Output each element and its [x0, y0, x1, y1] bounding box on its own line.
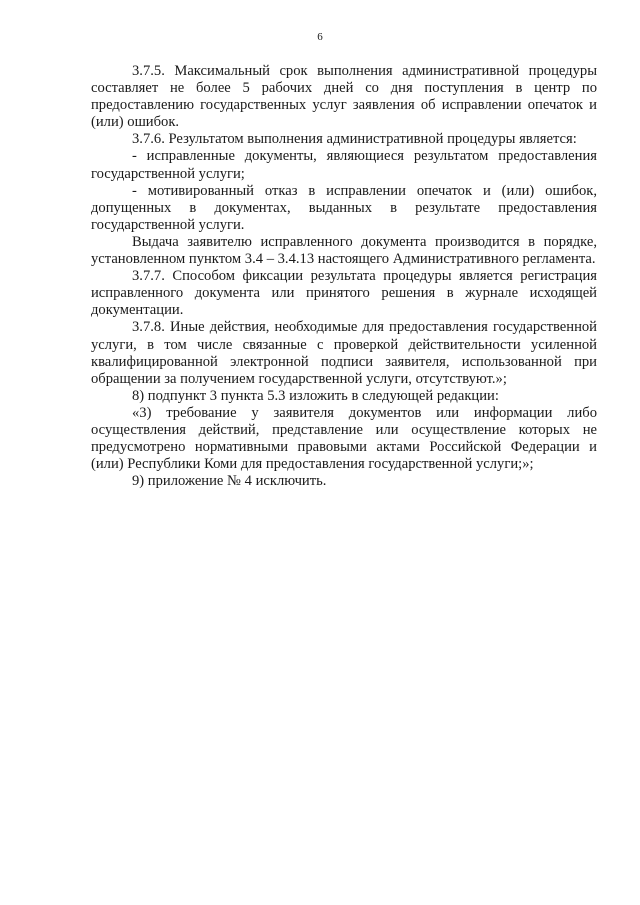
paragraph-quoted-requirement: «3) требование у заявителя документов или информации либо осуществления действий, представление или осуществление которых не предусмотрено нормативными правовыми актами Российской Федерации и (или) Республики Коми для предоставления государственной услуги;»;	[91, 404, 597, 473]
list-item-motivated-refusal: - мотивированный отказ в исправлении опечаток и (или) ошибок, допущенных в документах, выданных в результате предоставления государственной услуги.	[91, 182, 597, 233]
paragraph-3-7-7: 3.7.7. Способом фиксации результата процедуры является регистрация исправленного документа или принятого решения в журнале исходящей документации.	[91, 268, 597, 319]
paragraph-item-9: 9) приложение № 4 исключить.	[132, 473, 327, 490]
list-item-corrected-documents: - исправленные документы, являющиеся результатом предоставления государственной услуги;	[91, 148, 597, 182]
page-number: 6	[317, 31, 323, 43]
paragraph-3-7-8: 3.7.8. Иные действия, необходимые для предоставления государственной услуги, в том числе связанные с проверкой действительности усиленной квалифицированной электронной подписи заявителя, использованной при обращении за получением государственной услуги, отсутствуют.»;	[91, 319, 597, 387]
paragraph-item-8: 8) подпункт 3 пункта 5.3 изложить в следующей редакции:	[132, 387, 499, 404]
document-body	[91, 63, 597, 490]
paragraph-3-7-6: 3.7.6. Результатом выполнения административной процедуры является:	[132, 131, 577, 148]
paragraph-issuance: Выдача заявителю исправленного документа производится в порядке, установленном пунктом 3.4 – 3.4.13 настоящего Административного регламента.	[91, 233, 597, 268]
paragraph-3-7-5: 3.7.5. Максимальный срок выполнения административной процедуры составляет не более 5 рабочих дней со дня поступления в центр по предоставлению государственных услуг заявления об исправлении опечаток и (или) ошибок.	[91, 63, 597, 131]
